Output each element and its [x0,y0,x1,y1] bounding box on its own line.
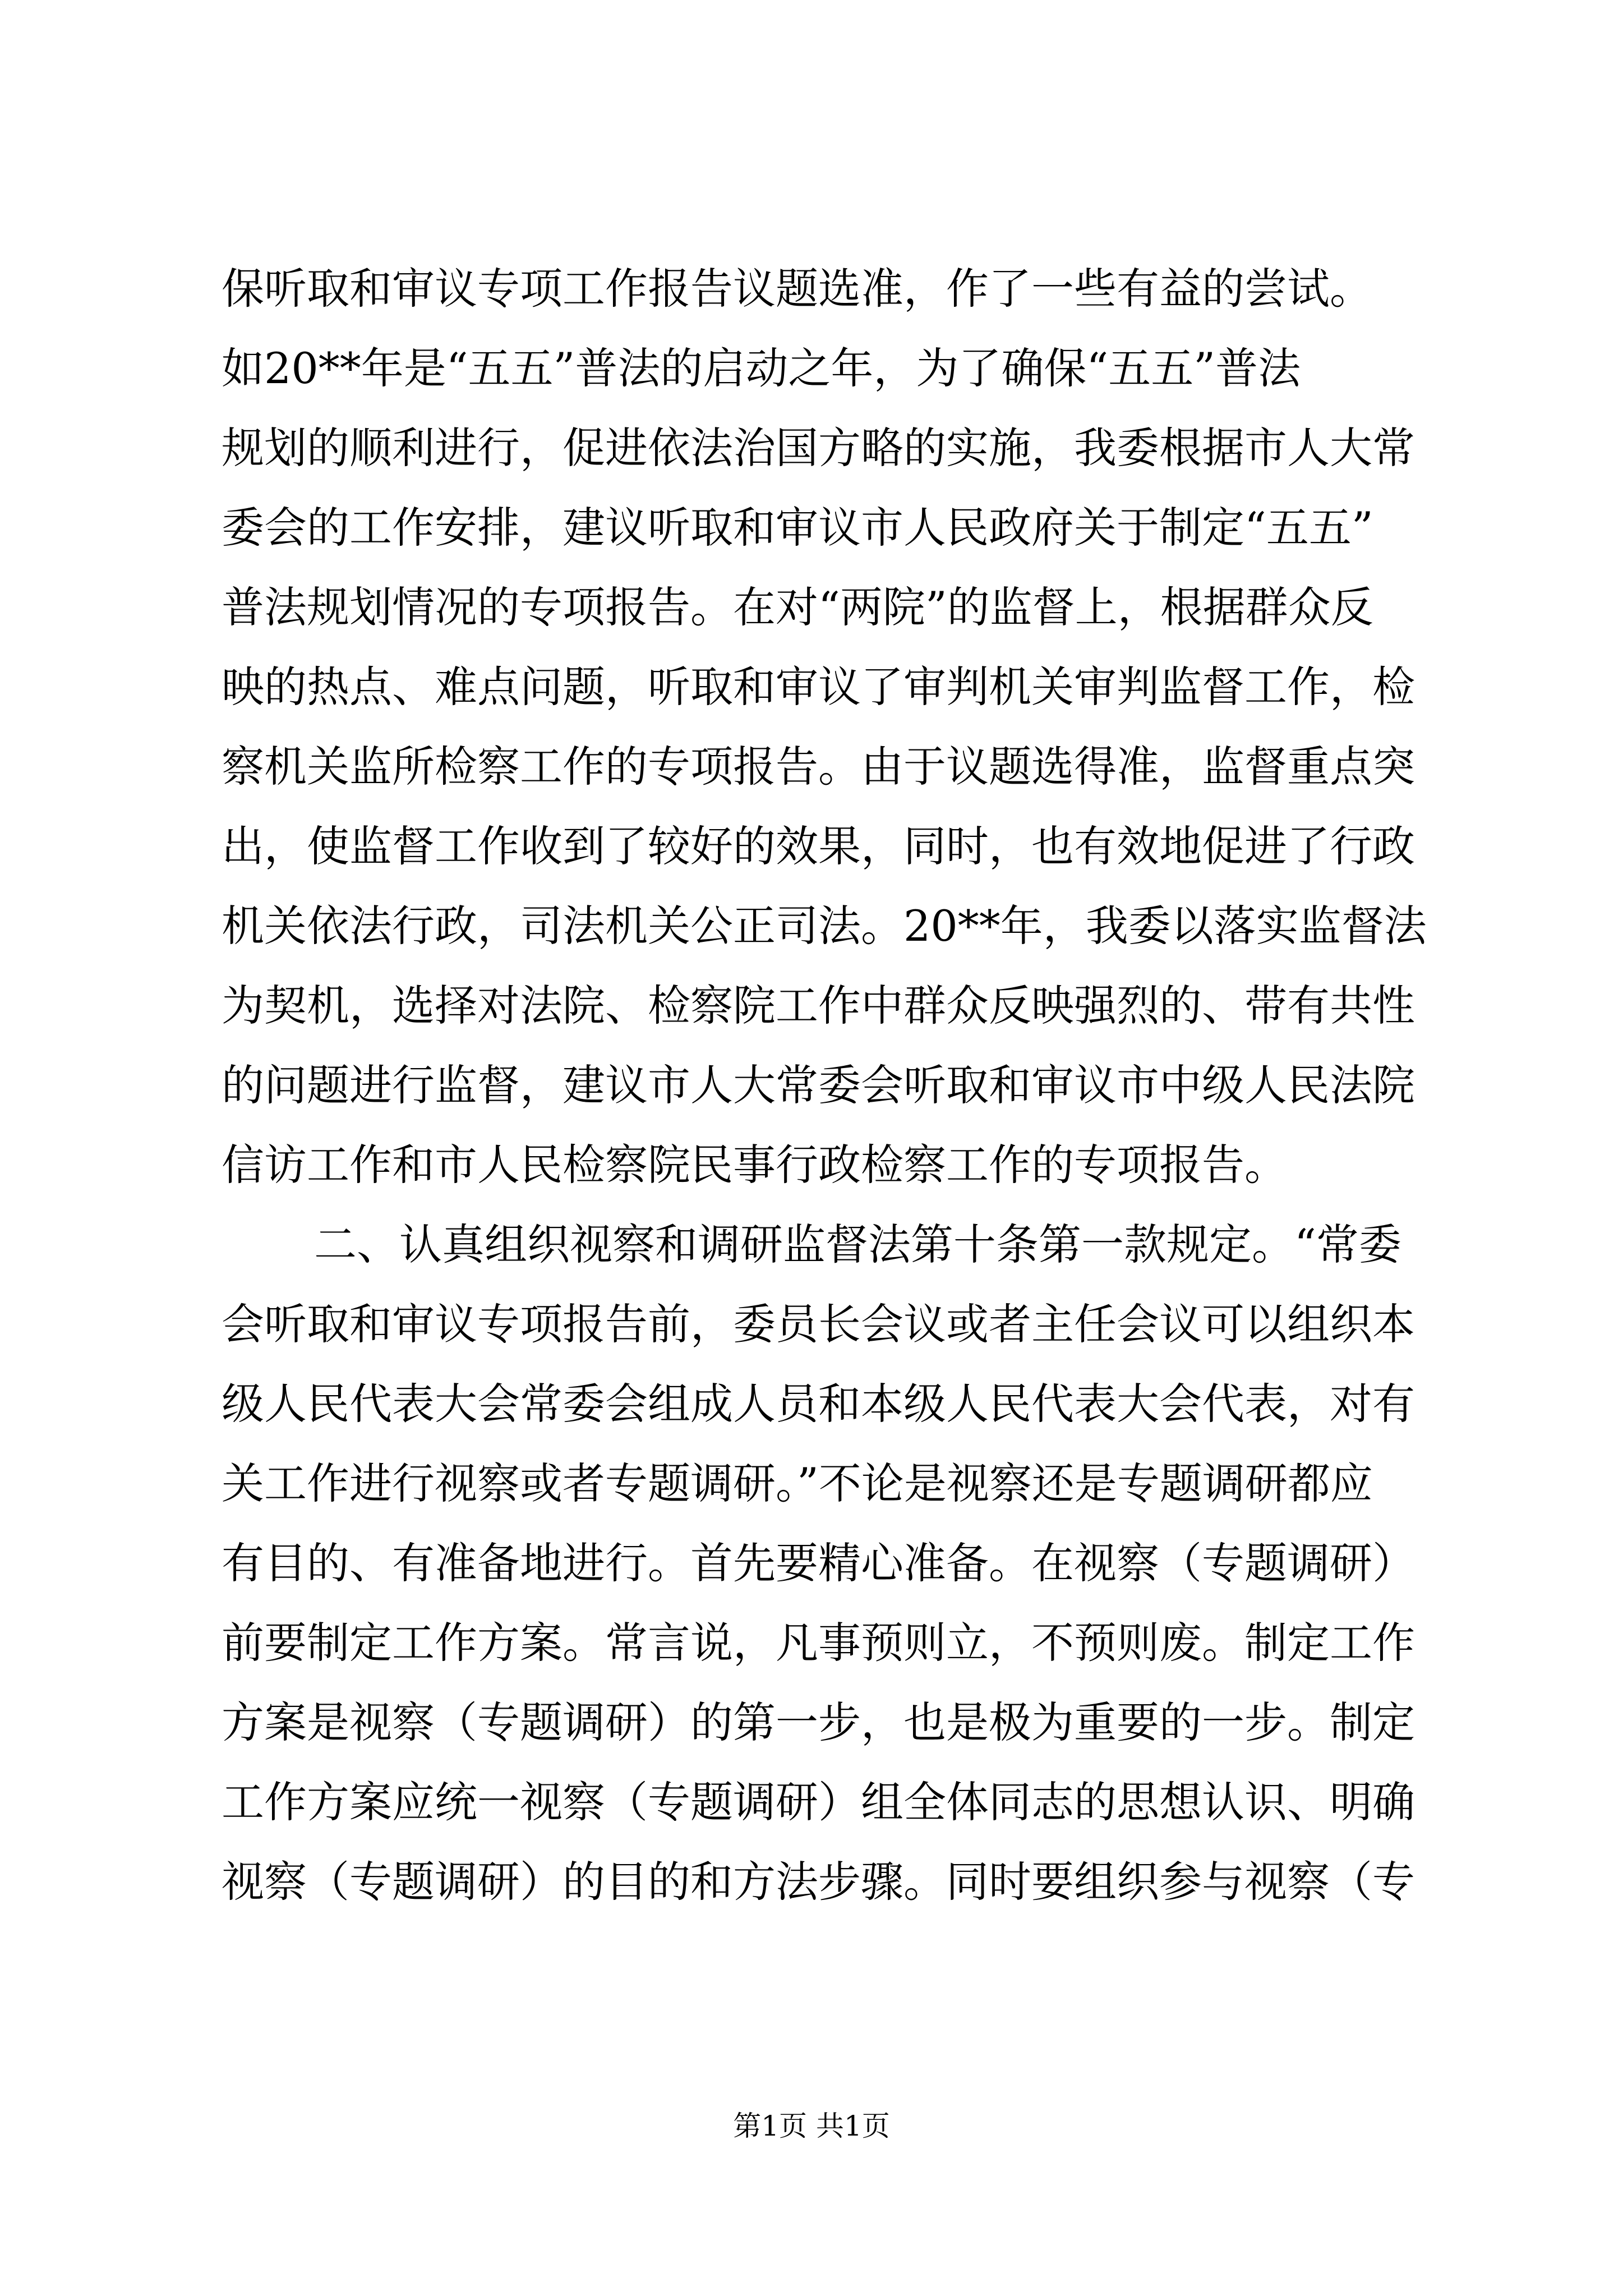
text-line: 普法规划情况的专项报告。在对“两院”的监督上，根据群众反 [222,582,1373,632]
text-line: 映的热点、难点问题，听取和审议了审判机关审判监督工作，检 [222,662,1415,712]
text-line: 委会的工作安排，建议听取和审议市人民政府关于制定“五五” [222,503,1373,553]
text-line: 前要制定工作方案。常言说，凡事预则立，不预则废。制定工作 [222,1618,1415,1668]
text-line: 工作方案应统一视察（专题调研）组全体同志的思想认识、明确 [222,1777,1415,1827]
text-line: 级人民代表大会常委会组成人员和本级人民代表大会代表，对有 [222,1379,1415,1429]
paragraph-start-line: 二、认真组织视察和调研监督法第十条第一款规定。“常委 [314,1220,1401,1269]
text-line: 信访工作和市人民检察院民事行政检察工作的专项报告。 [222,1140,1287,1190]
text-line: 关工作进行视察或者专题调研。”不论是视察还是专题调研都应 [222,1458,1373,1508]
page-footer: 第1页 共1页 [733,2110,890,2142]
text-line: 为契机，选择对法院、检察院工作中群众反映强烈的、带有共性 [222,981,1415,1030]
text-line: 的问题进行监督，建议市人大常委会听取和审议市中级人民法院 [222,1060,1415,1110]
text-line: 规划的顺利进行，促进依法治国方略的实施，我委根据市人大常 [222,423,1415,473]
text-line: 察机关监所检察工作的专项报告。由于议题选得准，监督重点突 [222,742,1415,792]
text-line: 如20**年是“五五”普法的启动之年，为了确保“五五”普法 [222,343,1301,393]
text-line: 有目的、有准备地进行。首先要精心准备。在视察（专题调研） [222,1538,1415,1588]
text-line: 出，使监督工作收到了较好的效果，同时，也有效地促进了行政 [222,821,1415,871]
text-line: 方案是视察（专题调研）的第一步，也是极为重要的一步。制定 [222,1697,1415,1747]
text-line: 机关依法行政，司法机关公正司法。20**年，我委以落实监督法 [222,901,1427,951]
text-line: 会听取和审议专项报告前，委员长会议或者主任会议可以组织本 [222,1299,1415,1349]
text-line: 保听取和审议专项工作报告议题选准，作了一些有益的尝试。 [222,264,1372,314]
text-line: 视察（专题调研）的目的和方法步骤。同时要组织参与视察（专 [222,1857,1415,1907]
